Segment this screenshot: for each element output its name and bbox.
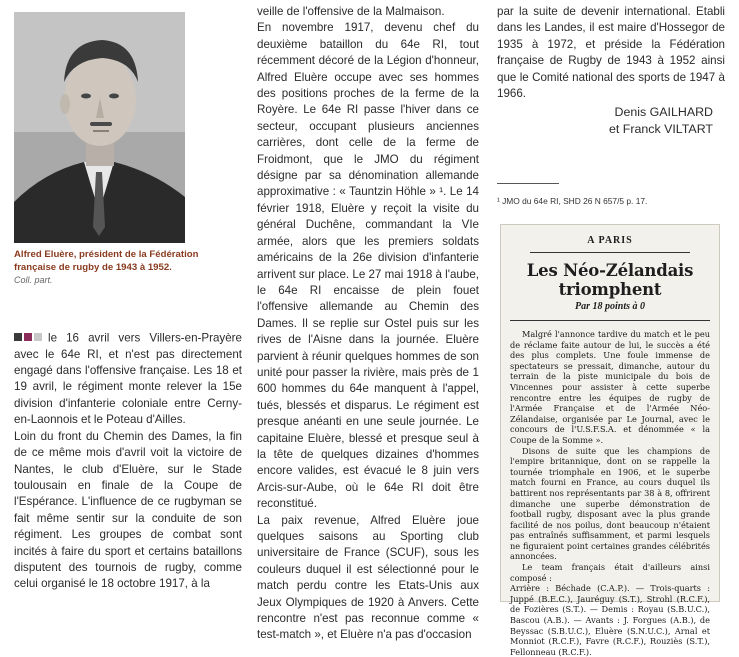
caption-credit: Coll. part. — [14, 275, 53, 285]
author-line-1: Denis GAILHARD — [614, 105, 713, 119]
clipping-paragraph-2: Disons de suite que les champions de l'empire britannique, dont on se rappelle la tournée triomphale en 1906, et le superbe match fourni en France, au cours duquel ils battirent nos représentants par 38 à 8, offrirent dimanche une superbe démonstration de football rugby, disposant avec la plus grande facilité de nos poilus, dont beaucoup n'étaient pas entraînés suffisamment, et parmi lesquels ne figuraient point certaines grandes célébrités annoncées. — [510, 445, 710, 562]
footnote-divider — [497, 183, 559, 184]
portrait-photo — [14, 12, 185, 243]
column-1 — [14, 330, 242, 593]
photo-caption — [14, 248, 214, 287]
section-marker-icon — [14, 330, 44, 346]
column-2 — [257, 4, 479, 644]
column-3 — [497, 4, 725, 102]
newspaper-clipping — [500, 224, 720, 657]
clipping-paragraph-3: Le team français était d'ailleurs ainsi composé : — [510, 562, 710, 583]
clipping-subrule — [510, 320, 710, 321]
clipping-kicker: A PARIS — [587, 235, 633, 246]
col3-paragraph-1: par la suite de devenir international. Etabli dans les Landes, il est maire d'Hossegor de 1935 à 1972, et préside la Fédération française de Rugby de 1943 à 1952 ainsi que le Comité national des sports de 1947 à 1966. — [497, 5, 725, 101]
clipping-headline: Les Néo-Zélandais triomphent — [526, 261, 694, 299]
article-authors — [560, 104, 713, 138]
col1-paragraph-1: le 16 avril vers Villers-en-Prayère avec le 64e RI, et n'est pas directement engagé dans l'offensive française. Les 18 et 19 avril, le régiment monte relever la 15e division d'infanterie coloniale entre Cerny-en-Laonnois et le Poteau d'Ailles. — [14, 331, 242, 427]
clipping-paragraph-1: Malgré l'annonce tardive du match et le peu de réclame faite autour de lui, le succès a été des plus complets. Une foule immense de spectateurs se pressait, dimanche, autour du terrain de la piste municipale du bois de Vincennes pour assister à cette superbe rencontre entre les équipes de rugby de l'Armée Française et de l'Armée Néo-Zélandaise, organisée par Le Journal, avec le concours de l'U.S.F.S.A. et dénommée « la Coupe de la Somme ». — [510, 329, 710, 445]
author-line-2: et Franck VILTART — [609, 122, 713, 136]
col2-paragraph-2: En novembre 1917, devenu chef du deuxième bataillon du 64e RI, tout récemment décoré de la Légion d'honneur, Alfred Eluère occupe avec ses hommes des positions proches de la ferme de la Royère. Le 64e RI passe l'hiver dans ce secteur, occupant plusieurs anciennes carrières, dont celle de la ferme de Froidmont, que le JMO du régiment désigne par sa dénomination allemande approximative : « Tauntzin Höhle » ¹. Le 14 février 1918, Eluère y reçoit la visite du général Duchêne, commandant la VIe armée, alors que les premiers soldats américains de la 26e division d'infanterie arrivent sur place. Le 27 mai 1918 à l'aube, le 64e RI encaisse de plein fouet l'offensive allemande au Chemin des Dames. Il se replie sur Ostel puis sur les rives de l'Aisne dans la journée. Eluère parvient à réunir quelques hommes de son unité pour passer la rivière, mais près de 1 600 hommes du 64e manquent à l'appel, tués, blessés et disparus. Le régiment est presque anéanti en une seule journée. Le capitaine Eluère, blessé et presque seul à la tête de quelques dizaines d'hommes encore valides, est évacué le 8 juin vers Arcis-sur-Aube, où le 64e RI doit être reconstitué. — [257, 21, 479, 511]
clipping-rule — [530, 252, 690, 253]
col1-paragraph-2: Loin du front du Chemin des Dames, la fin de ce même mois d'avril voit la victoire de Nantes, le club d'Eluère, sur le Stade toulousain en finale de la Coupe de l'Espérance. L'influence de ce rugbyman se fait même sentir sur la conduite de son régiment. Les groupes de combat sont incités à faire du sport et certains bataillons disputent des tournois de rugby, comme celui organisé le 18 octobre 1917, à la — [14, 429, 242, 591]
clipping-team-list: Arrière : Béchade (C.A.P.). — Trois-quarts : Juppé (B.E.C.), Jauréguy (S.T.), Strohl (R.C.F.), de Fozières (S.T.). — Demis : Royau (S.B.U.C.), Bascou (A.B.). — Avants : J. Forgues (A.B.), de Beyssac (S.B.U.C.), Eluère (S.N.U.C.), Arnal et Monniot (R.C.F.), Favre (R.C.F.), Rouziès (S.T.), Fellonneau (R.C.F.). — [510, 583, 710, 657]
footnote: ¹ JMO du 64e RI, SHD 26 N 657/5 p. 17. — [497, 196, 648, 206]
col2-paragraph-1: veille de l'offensive de la Malmaison. — [257, 5, 445, 18]
caption-title: Alfred Eluère, président de la Fédération française de rugby de 1943 à 1952. — [14, 249, 199, 273]
clipping-subheadline: Par 18 points à 0 — [574, 301, 645, 312]
clipping-body — [510, 329, 710, 657]
col2-paragraph-3: La paix revenue, Alfred Eluère joue quelques saisons au Sporting club universitaire de France (SCUF), sous les couleurs duquel il est sélectionné pour le match perdu contre les Etats-Unis aux Jeux Olympiques de 1920 à Anvers. Cette rencontre n'est pas reconnue comme « test-match », et Eluère n'a pas d'occasion — [257, 513, 479, 642]
portrait-illustration — [14, 12, 185, 243]
